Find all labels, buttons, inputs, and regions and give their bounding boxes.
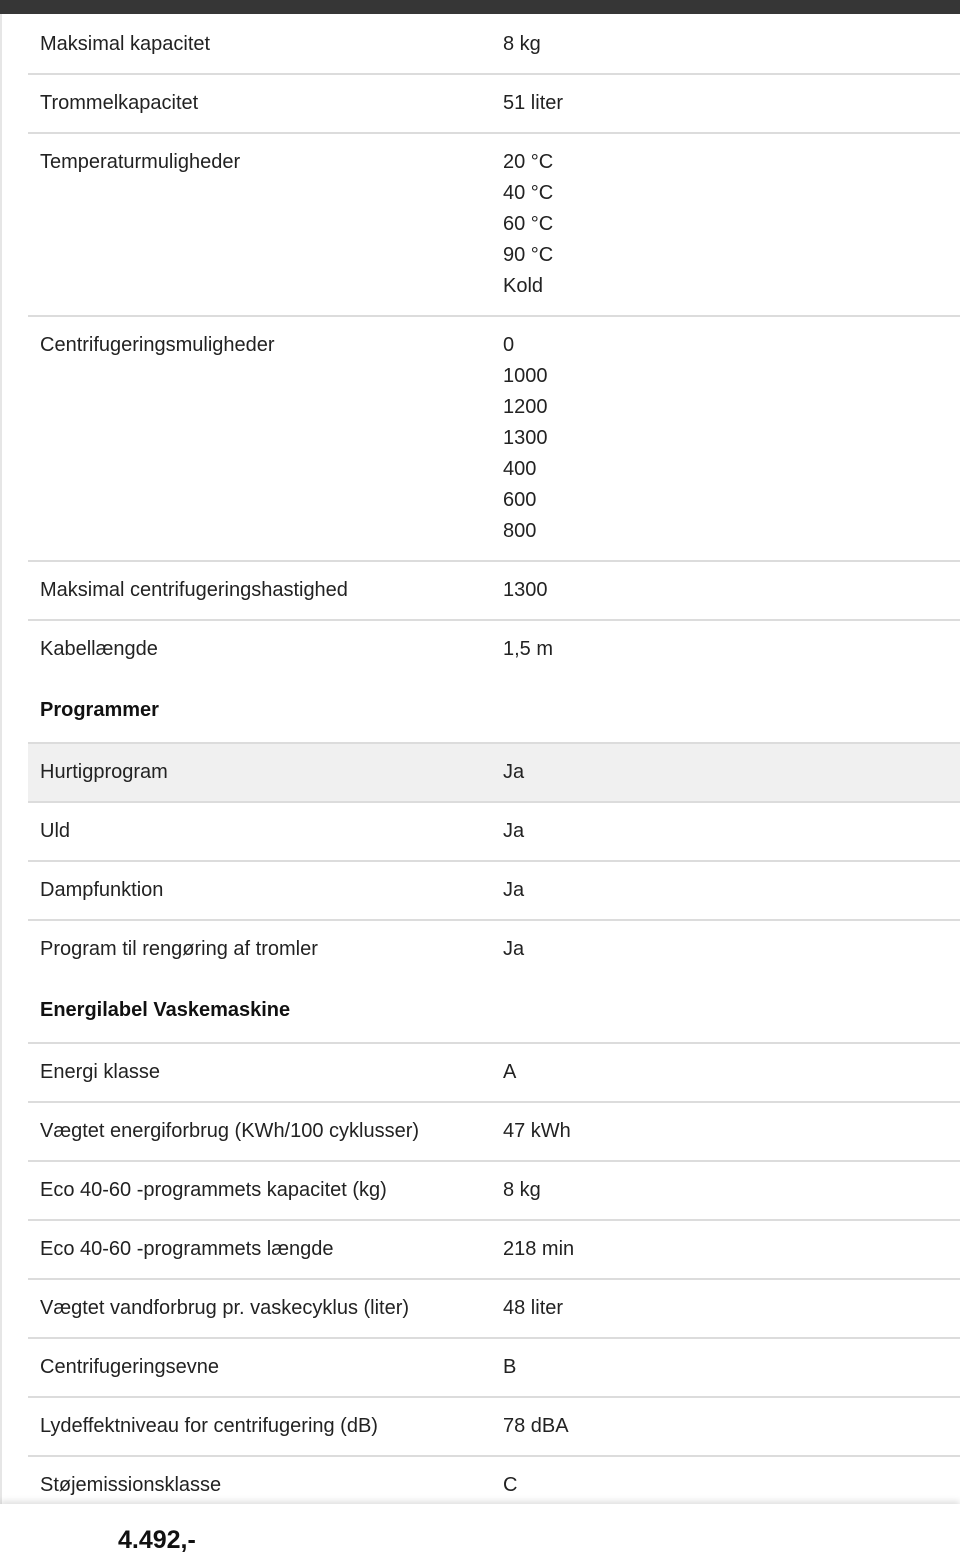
top-bar bbox=[0, 0, 960, 14]
spec-row bbox=[28, 134, 960, 317]
spec-value-line: 400 bbox=[503, 458, 537, 480]
spec-row bbox=[28, 562, 960, 621]
spec-value-line: 600 bbox=[503, 489, 537, 511]
spec-label: Maksimal centrifugeringshastighed bbox=[40, 579, 348, 601]
spec-value-line: 90 °C bbox=[503, 244, 554, 266]
spec-row bbox=[28, 1339, 960, 1398]
spec-value-line: 800 bbox=[503, 520, 537, 542]
spec-value-line: 1300 bbox=[503, 579, 548, 601]
spec-value-line: Ja bbox=[503, 879, 525, 901]
spec-row bbox=[28, 621, 960, 678]
spec-value-line: 20 °C bbox=[503, 151, 554, 173]
spec-value-line: 1200 bbox=[503, 396, 548, 418]
spec-value bbox=[503, 562, 960, 619]
spec-row bbox=[28, 1221, 960, 1280]
spec-value-line: 60 °C bbox=[503, 213, 554, 235]
spec-value-line: 1300 bbox=[503, 427, 548, 449]
price-label: 4.492,- bbox=[118, 1526, 196, 1554]
spec-value bbox=[503, 134, 960, 315]
spec-value bbox=[503, 16, 960, 73]
spec-label: Energi klasse bbox=[40, 1061, 161, 1083]
spec-row bbox=[28, 317, 960, 562]
section-heading: Energilabel Vaskemaskine bbox=[28, 978, 960, 1044]
spec-value bbox=[503, 317, 960, 560]
spec-label: Program til rengøring af tromler bbox=[40, 938, 318, 960]
spec-value-line: 47 kWh bbox=[503, 1120, 571, 1142]
spec-label: Trommelkapacitet bbox=[40, 92, 199, 114]
spec-section bbox=[28, 678, 960, 978]
spec-value-line: 8 kg bbox=[503, 1179, 541, 1201]
spec-value bbox=[503, 1103, 960, 1160]
spec-value bbox=[503, 1398, 960, 1455]
spec-row bbox=[28, 16, 960, 75]
spec-label: Hurtigprogram bbox=[40, 761, 168, 783]
spec-value bbox=[503, 744, 960, 801]
spec-value-line: Ja bbox=[503, 820, 525, 842]
section-heading: Programmer bbox=[28, 678, 960, 744]
spec-row bbox=[28, 1280, 960, 1339]
spec-value-line: 51 liter bbox=[503, 92, 564, 114]
spec-value bbox=[503, 1044, 960, 1101]
spec-value-line: 1000 bbox=[503, 365, 548, 387]
spec-value bbox=[503, 1280, 960, 1337]
spec-label: Centrifugeringsmuligheder bbox=[40, 334, 275, 356]
spec-row bbox=[28, 1103, 960, 1162]
spec-label: Centrifugeringsevne bbox=[40, 1356, 219, 1378]
spec-row bbox=[28, 803, 960, 862]
spec-value bbox=[503, 75, 960, 132]
spec-label: Maksimal kapacitet bbox=[40, 33, 211, 55]
spec-value-line: C bbox=[503, 1474, 518, 1496]
spec-value bbox=[503, 1221, 960, 1278]
spec-value-line: Ja bbox=[503, 761, 525, 783]
spec-label: Temperaturmuligheder bbox=[40, 151, 241, 173]
spec-value-line: 78 dBA bbox=[503, 1415, 569, 1437]
spec-section bbox=[28, 16, 960, 678]
spec-value bbox=[503, 803, 960, 860]
spec-row bbox=[28, 744, 960, 803]
spec-label: Eco 40-60 -programmets kapacitet (kg) bbox=[40, 1179, 387, 1201]
spec-label: Eco 40-60 -programmets længde bbox=[40, 1238, 334, 1260]
spec-label: Kabellængde bbox=[40, 638, 158, 660]
left-edge-shadow bbox=[0, 14, 2, 1504]
spec-label: Vægtet vandforbrug pr. vaskecyklus (liter) bbox=[40, 1297, 410, 1319]
spec-label: Lydeffektniveau for centrifugering (dB) bbox=[40, 1415, 378, 1437]
spec-value bbox=[503, 862, 960, 919]
spec-label: Dampfunktion bbox=[40, 879, 164, 901]
spec-row bbox=[28, 921, 960, 978]
spec-value bbox=[503, 621, 960, 678]
spec-section bbox=[28, 978, 960, 1516]
spec-value-line: B bbox=[503, 1356, 517, 1378]
spec-value bbox=[503, 1339, 960, 1396]
spec-value-line: 218 min bbox=[503, 1238, 575, 1260]
spec-label: Uld bbox=[40, 820, 71, 842]
spec-label: Støjemissionsklasse bbox=[40, 1474, 222, 1496]
spec-value-line: 48 liter bbox=[503, 1297, 564, 1319]
spec-value bbox=[503, 921, 960, 978]
spec-value-line: Ja bbox=[503, 938, 525, 960]
spec-row bbox=[28, 1398, 960, 1457]
spec-label: Vægtet energiforbrug (KWh/100 cyklusser) bbox=[40, 1120, 420, 1142]
spec-row bbox=[28, 75, 960, 134]
spec-value-line: 0 bbox=[503, 334, 515, 356]
spec-value-line: 1,5 m bbox=[503, 638, 554, 660]
spec-value-line: A bbox=[503, 1061, 517, 1083]
spec-row bbox=[28, 1162, 960, 1221]
sticky-footer bbox=[0, 1504, 960, 1558]
spec-value-line: 40 °C bbox=[503, 182, 554, 204]
spec-table bbox=[28, 16, 960, 1516]
spec-value bbox=[503, 1162, 960, 1219]
spec-value-line: Kold bbox=[503, 275, 544, 297]
spec-value-line: 8 kg bbox=[503, 33, 541, 55]
spec-row bbox=[28, 862, 960, 921]
spec-row bbox=[28, 1044, 960, 1103]
